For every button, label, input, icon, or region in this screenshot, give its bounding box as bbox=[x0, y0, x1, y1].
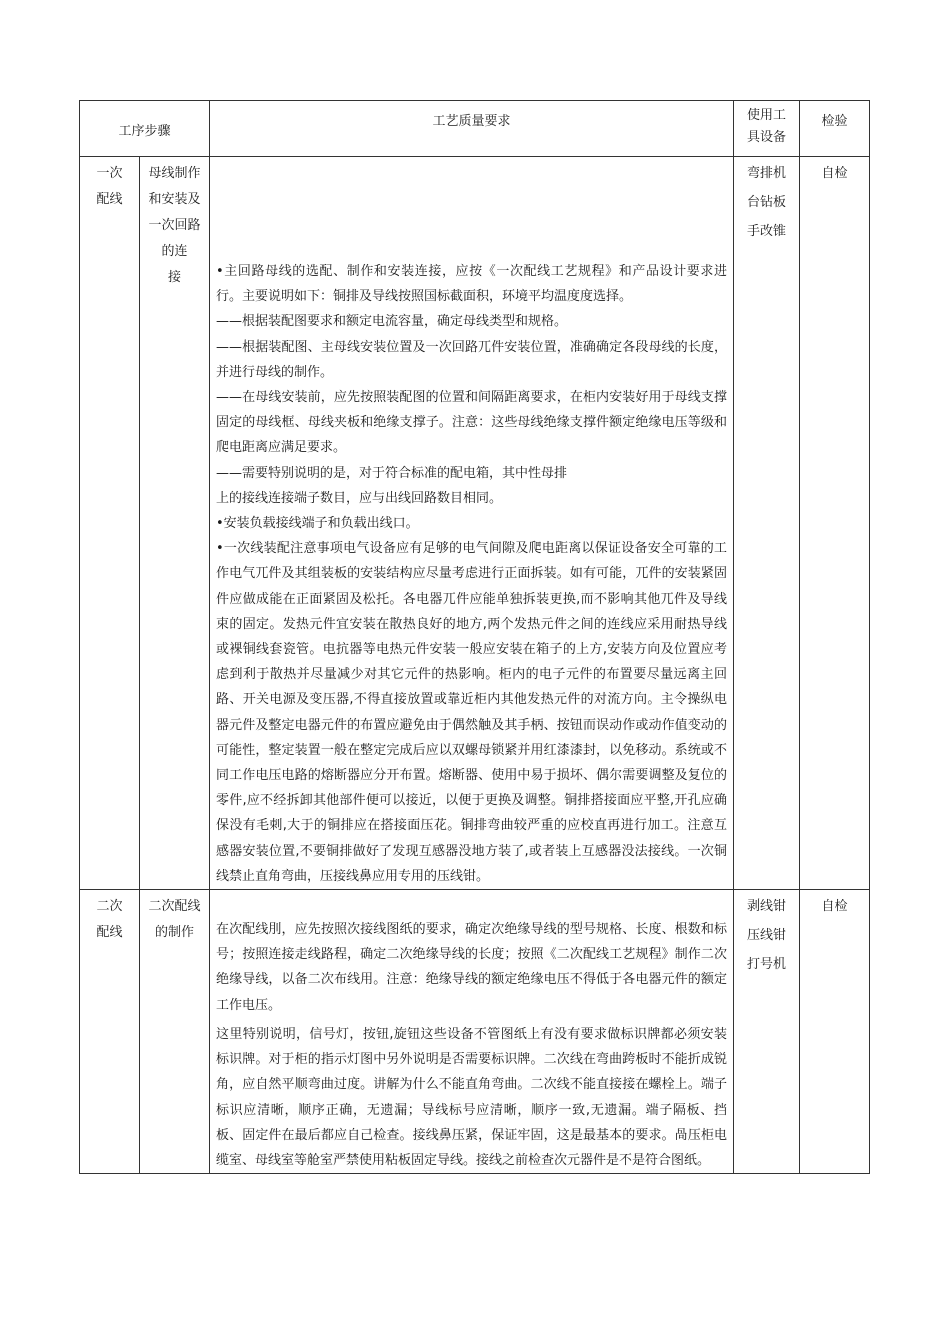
header-tools-line2: 具设备 bbox=[747, 130, 787, 145]
requirement-cell bbox=[210, 890, 734, 1174]
requirement-paragraph: ——根据装配图、主母线安装位置及一次回路兀件安装位置，准确确定各段母线的长度，并进行母线的制作。 bbox=[216, 339, 728, 380]
tools-cell bbox=[734, 890, 800, 1174]
substep-line: 接 bbox=[168, 270, 182, 285]
category-line: 配线 bbox=[96, 192, 123, 207]
substep-line: 二次配线 bbox=[148, 899, 201, 915]
requirement-paragraph: •安装负载接线端子和负载出线口。 bbox=[216, 516, 419, 532]
table-row-primary-wiring bbox=[80, 157, 870, 890]
substep-line: 一次回路 bbox=[148, 218, 201, 233]
requirement-cell bbox=[210, 157, 734, 890]
category-line: 二次 bbox=[96, 899, 123, 915]
requirement-paragraph: ——需要特别说明的是，对于符合标准的配电箱，其中性母排 bbox=[216, 465, 568, 481]
substep-line: 母线制作 bbox=[148, 166, 201, 181]
tool-item: 压线钳 bbox=[747, 928, 787, 944]
inspection-cell: 自检 bbox=[800, 157, 870, 890]
header-tools bbox=[734, 101, 800, 157]
substep-line: 的制作 bbox=[155, 925, 195, 941]
category-cell bbox=[80, 890, 140, 1174]
substep-line: 和安装及 bbox=[148, 192, 201, 207]
process-table bbox=[79, 100, 870, 1174]
requirement-paragraph: ——根据装配图要求和额定电流容量，确定母线类型和规格。 bbox=[216, 314, 568, 330]
tool-item: 打号机 bbox=[747, 957, 787, 973]
requirement-paragraph: •主回路母线的选配、制作和安装连接，应按《一次配线工艺规程》和产品设计要求进行。主要说明如下：铜排及导线按照国标截面积，环境平均温度度选择。 bbox=[216, 264, 728, 305]
tool-item: 台钻板 bbox=[747, 195, 787, 210]
tools-cell bbox=[734, 157, 800, 890]
header-requirement: 工艺质量要求 bbox=[210, 101, 734, 157]
header-inspection: 检验 bbox=[800, 101, 870, 157]
header-row bbox=[80, 101, 870, 157]
tool-item: 手改锥 bbox=[747, 224, 787, 239]
substep-line: 的连 bbox=[161, 244, 188, 259]
substep-cell bbox=[140, 890, 210, 1174]
tool-item: 弯排机 bbox=[747, 166, 787, 181]
inspection-cell: 自检 bbox=[800, 890, 870, 1174]
category-line: 配线 bbox=[96, 925, 123, 941]
category-line: 一次 bbox=[96, 166, 123, 181]
requirement-paragraph: 这里特别说明，信号灯，按钮,旋钮这些设备不管图纸上有没有要求做标识牌都必须安装标识牌。对于柜的指示灯图中另外说明是否需要标识牌。二次线在弯曲跨板时不能折成锐角，应自然平顺弯曲过度。讲解为什么不能直角弯曲。二次线不能直接接在螺栓上。端子标识应清晰，顺序正确，无遗漏；导线标号应清晰，顺序一致,无遗漏。端子隔板、挡板、固定件在最后都应自己检查。接线鼻压紧，保证牢固，这是最基本的要求。咼压柜电缆室、母线室等舱室严禁使用粘板固定导线。接线之前检查次元器件是不是符合图纸。 bbox=[216, 1026, 728, 1168]
requirement-paragraph: 在次配线刖，应先按照次接线图纸的要求，确定次绝缘导线的型号规格、长度、根数和标号；按照连接走线路程，确定二次绝缘导线的长度；按照《二次配线工艺规程》制作二次绝缘导线，以备二次布线用。注意：绝缘导线的额定绝缘电压不得低于各电器元件的额定工作电压。 bbox=[216, 922, 728, 1013]
table-row-secondary-wiring bbox=[80, 890, 870, 1174]
category-cell bbox=[80, 157, 140, 890]
requirement-paragraph: 上的接线连接端子数目，应与出线回路数目相同。 bbox=[216, 490, 503, 506]
substep-cell bbox=[140, 157, 210, 890]
requirement-paragraph: •一次线装配注意事项电气设备应有足够的电气间隙及爬电距离以保证设备安全可靠的工作电气兀件及其组装板的安装结构应尽量考虑进行正面拆装。如有可能，兀件的安装紧固件应做成能在正面紧固及松托。各电器兀件应能单独拆装更换,而不影响其他兀件及导线束的固定。发热元件宜安装在散热良好的地方,两个发热元件之间的连线应采用耐热导线或裸铜线套瓷管。电抗器等电热元件安装一般应安装在箱子的上方,安装方向及位置应考虑到利于散热并尽量减少对其它元件的热影响。柜内的电子元件的布置要尽量远离主回路、开关电源及变压器,不得直接放置或靠近柜内其他发热元件的对流方向。主令操纵电器元件及整定电器元件的布置应避免由于偶然触及其手柄、按钮而误动作或动作值变动的可能性，整定装置一般在整定完成后应以双螺母锁紧并用红漆漆封，以免移动。系统或不同工作电压电路的熔断器应分开布置。熔断器、使用中易于损坏、偶尔需要调整及复位的零件,应不经拆卸其他部件便可以接近，以便于更换及调整。铜排搭接面应平整,开孔应确保没有毛刺,大于的铜排应在搭接面压花。铜排弯曲较严重的应校直再进行加工。注意互感器安装位置,不要铜排做好了发现互感器没地方装了,或者装上互感器没法接线。一次铜线禁止直角弯曲，压接线鼻应用专用的压线钳。 bbox=[216, 541, 728, 884]
tool-item: 剥线钳 bbox=[747, 899, 787, 915]
header-step: 工序步骤 bbox=[80, 101, 210, 157]
header-tools-line1: 使用工 bbox=[747, 108, 787, 123]
requirement-paragraph: ——在母线安装前，应先按照装配图的位置和间隔距离要求，在柜内安装好用于母线支撑固定的母线框、母线夹板和绝缘支撑子。注意：这些母线绝缘支撑件额定绝缘电压等级和爬电距离应满足要求。 bbox=[216, 390, 728, 456]
